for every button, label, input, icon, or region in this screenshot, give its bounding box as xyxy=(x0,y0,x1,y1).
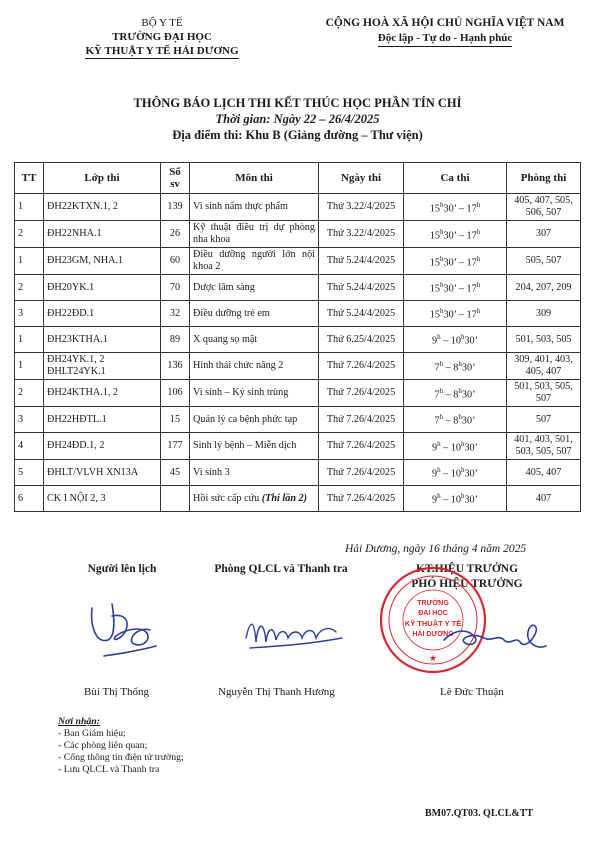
cell-shift: 9$^h$ – 10$^h$30’ xyxy=(404,433,507,460)
cell-date: Thứ 3.22/4/2025 xyxy=(319,194,404,221)
cell-count: 70 xyxy=(161,275,190,301)
cell-tt: 1 xyxy=(15,194,44,221)
table-row xyxy=(15,221,581,248)
signer3-name: Lê Đức Thuận xyxy=(440,686,504,698)
cell-class: ĐH20YK.1 xyxy=(44,275,161,301)
cell-subject: Điều dưỡng người lớn nội khoa 2 xyxy=(190,248,319,275)
cell-room: 501, 503, 505 xyxy=(507,327,581,353)
table-row xyxy=(15,301,581,327)
cell-class: ĐH24YK.1, 2 ĐHLT24YK.1 xyxy=(44,353,161,380)
table-row xyxy=(15,327,581,353)
cell-date: Thứ 3.22/4/2025 xyxy=(319,221,404,248)
seal-line3: KỸ THUẬT Y TẾ xyxy=(404,619,462,628)
cell-room: 405, 407 xyxy=(507,460,581,486)
cell-shift: 7$^h$ – 8$^h$30’ xyxy=(404,380,507,407)
cell-subject: Vi sinh 3 xyxy=(190,460,319,486)
cell-shift: 7$^h$ – 8$^h$30’ xyxy=(404,407,507,433)
cell-shift: 15$^h$30’ – 17$^h$ xyxy=(404,301,507,327)
signature-3-icon xyxy=(440,612,550,662)
cell-count: 15 xyxy=(161,407,190,433)
signer2-title: Phòng QLCL và Thanh tra xyxy=(214,563,348,575)
exam-time: Thời gian: Ngày 22 – 26/4/2025 xyxy=(215,112,380,126)
cell-date: Thứ 7.26/4/2025 xyxy=(319,353,404,380)
signer1-title: Người lên lịch xyxy=(87,563,157,575)
cell-class: ĐH22NHA.1 xyxy=(44,221,161,248)
recipients-heading: Nơi nhận: xyxy=(58,716,101,727)
cell-room: 405, 407, 505, 506, 507 xyxy=(507,194,581,221)
national-title: CỘNG HOÀ XÃ HỘI CHỦ NGHĨA VIỆT NAM xyxy=(325,17,565,29)
seal-line2: ĐẠI HỌC xyxy=(418,610,448,617)
cell-count: 26 xyxy=(161,221,190,248)
cell-class: CK I NỘI 2, 3 xyxy=(44,486,161,512)
cell-count: 106 xyxy=(161,380,190,407)
table-row xyxy=(15,407,581,433)
cell-class: ĐHLT/VLVH XN13A xyxy=(44,460,161,486)
cell-count: 177 xyxy=(161,433,190,460)
header-room: Phòng thi xyxy=(507,163,581,194)
cell-date: Thứ 5.24/4/2025 xyxy=(319,301,404,327)
cell-subject: Quản lý ca bệnh phức tạp xyxy=(190,407,319,433)
cell-subject: Vi sinh – Ký sinh trùng xyxy=(190,380,319,407)
cell-shift: 15$^h$30’ – 17$^h$ xyxy=(404,248,507,275)
cell-subject: Hình thái chức năng 2 xyxy=(190,353,319,380)
cell-class: ĐH22KTXN.1, 2 xyxy=(44,194,161,221)
header-shift: Ca thi xyxy=(404,163,507,194)
cell-date: Thứ 7.26/4/2025 xyxy=(319,380,404,407)
cell-date: Thứ 7.26/4/2025 xyxy=(319,407,404,433)
table-header-row xyxy=(15,163,581,194)
recipients-block xyxy=(58,716,184,776)
cell-room: 309 xyxy=(507,301,581,327)
cell-class: ĐH23KTHA.1 xyxy=(44,327,161,353)
cell-count: 89 xyxy=(161,327,190,353)
recipient-item: - Cổng thông tin điện tử trường; xyxy=(58,752,184,763)
cell-class: ĐH22HĐTL.1 xyxy=(44,407,161,433)
cell-room: 204, 207, 209 xyxy=(507,275,581,301)
signer2-name: Nguyễn Thị Thanh Hương xyxy=(218,686,335,698)
signature-2-icon xyxy=(240,608,350,658)
cell-count: 45 xyxy=(161,460,190,486)
signer1-name: Bùi Thị Thống xyxy=(84,686,149,698)
recipient-item: - Các phòng liên quan; xyxy=(58,740,148,751)
cell-count: 139 xyxy=(161,194,190,221)
cell-room: 309, 401, 403, 405, 407 xyxy=(507,353,581,380)
exam-schedule-table xyxy=(14,162,581,512)
cell-subject: Sinh lý bệnh – Miễn dịch xyxy=(190,433,319,460)
table-row xyxy=(15,380,581,407)
cell-shift: 7$^h$ – 8$^h$30’ xyxy=(404,353,507,380)
ministry-name: BỘ Y TẾ xyxy=(141,17,183,29)
cell-subject: Dược lâm sàng xyxy=(190,275,319,301)
cell-shift: 9$^h$ – 10$^h$30’ xyxy=(404,486,507,512)
recipient-item: - Lưu QLCL và Thanh tra xyxy=(58,764,160,775)
cell-subject: Điều dưỡng trẻ em xyxy=(190,301,319,327)
cell-room: 507 xyxy=(507,407,581,433)
cell-class: ĐH24ĐD.1, 2 xyxy=(44,433,161,460)
issuer-header xyxy=(62,16,262,59)
cell-subject: Kỹ thuật điều trị dự phòng nha khoa xyxy=(190,221,319,248)
cell-subject: X quang sọ mặt xyxy=(190,327,319,353)
header-subject: Môn thi xyxy=(190,163,319,194)
table-row xyxy=(15,353,581,380)
sign-date: Hải Dương, ngày 16 tháng 4 năm 2025 xyxy=(345,543,527,555)
cell-tt: 6 xyxy=(15,486,44,512)
cell-date: Thứ 6.25/4/2025 xyxy=(319,327,404,353)
cell-count: 32 xyxy=(161,301,190,327)
cell-count xyxy=(161,486,190,512)
cell-shift: 15$^h$30’ – 17$^h$ xyxy=(404,221,507,248)
national-header xyxy=(300,16,590,47)
cell-date: Thứ 7.26/4/2025 xyxy=(319,486,404,512)
cell-room: 307 xyxy=(507,221,581,248)
cell-tt: 1 xyxy=(15,327,44,353)
school-name-line1: TRƯỜNG ĐẠI HỌC xyxy=(112,31,212,43)
signer3-title-line1: KT.HIỆU TRƯỞNG xyxy=(415,563,519,575)
national-motto: Độc lập - Tự do - Hạnh phúc xyxy=(378,31,512,47)
document-title-block xyxy=(0,95,595,143)
cell-tt: 3 xyxy=(15,407,44,433)
cell-tt: 2 xyxy=(15,275,44,301)
cell-date: Thứ 5.24/4/2025 xyxy=(319,248,404,275)
cell-subject: Hồi sức cấp cứu (Thi lần 2) xyxy=(190,486,319,512)
cell-tt: 3 xyxy=(15,301,44,327)
cell-class: ĐH24KTHA.1, 2 xyxy=(44,380,161,407)
school-name-line2: KỸ THUẬT Y TẾ HẢI DƯƠNG xyxy=(85,45,239,57)
cell-shift: 15$^h$30’ – 17$^h$ xyxy=(404,194,507,221)
cell-count: 60 xyxy=(161,248,190,275)
cell-shift: 9$^h$ – 10$^h$30’ xyxy=(404,327,507,353)
header-class: Lớp thi xyxy=(44,163,161,194)
seal-star-icon: ★ xyxy=(428,653,438,663)
cell-class: ĐH22ĐD.1 xyxy=(44,301,161,327)
table-row xyxy=(15,460,581,486)
seal-line1: TRƯỜNG xyxy=(417,600,449,607)
cell-shift: 9$^h$ – 10$^h$30’ xyxy=(404,460,507,486)
cell-subject: Vi sinh nấm thực phẩm xyxy=(190,194,319,221)
seal-line4: HẢI DƯƠNG xyxy=(412,631,454,638)
cell-count: 136 xyxy=(161,353,190,380)
cell-room: 505, 507 xyxy=(507,248,581,275)
table-row xyxy=(15,275,581,301)
header-count: Số sv xyxy=(161,163,190,194)
table-row xyxy=(15,194,581,221)
header-tt: TT xyxy=(15,163,44,194)
recipient-item: - Ban Giám hiệu; xyxy=(58,728,126,739)
cell-room: 407 xyxy=(507,486,581,512)
cell-tt: 5 xyxy=(15,460,44,486)
cell-class: ĐH23GM, NHA.1 xyxy=(44,248,161,275)
cell-date: Thứ 5.24/4/2025 xyxy=(319,275,404,301)
cell-room: 501, 503, 505, 507 xyxy=(507,380,581,407)
table-row xyxy=(15,248,581,275)
cell-room: 401, 403, 501, 503, 505, 507 xyxy=(507,433,581,460)
cell-shift: 15$^h$30’ – 17$^h$ xyxy=(404,275,507,301)
cell-tt: 1 xyxy=(15,353,44,380)
signature-1-icon xyxy=(86,596,166,666)
document-title: THÔNG BÁO LỊCH THI KẾT THÚC HỌC PHẦN TÍN CHỈ xyxy=(133,96,462,110)
cell-date: Thứ 7.26/4/2025 xyxy=(319,460,404,486)
cell-tt: 2 xyxy=(15,221,44,248)
form-code: BM07.QT03. QLCL&TT xyxy=(425,808,534,819)
header-date: Ngày thi xyxy=(319,163,404,194)
cell-date: Thứ 7.26/4/2025 xyxy=(319,433,404,460)
cell-tt: 2 xyxy=(15,380,44,407)
exam-place: Địa điểm thi: Khu B (Giảng đường – Thư viện) xyxy=(172,128,423,142)
table-row xyxy=(15,433,581,460)
signer3-title-line2: PHÓ HIỆU TRƯỞNG xyxy=(411,578,523,590)
cell-tt: 1 xyxy=(15,248,44,275)
table-row xyxy=(15,486,581,512)
cell-tt: 4 xyxy=(15,433,44,460)
